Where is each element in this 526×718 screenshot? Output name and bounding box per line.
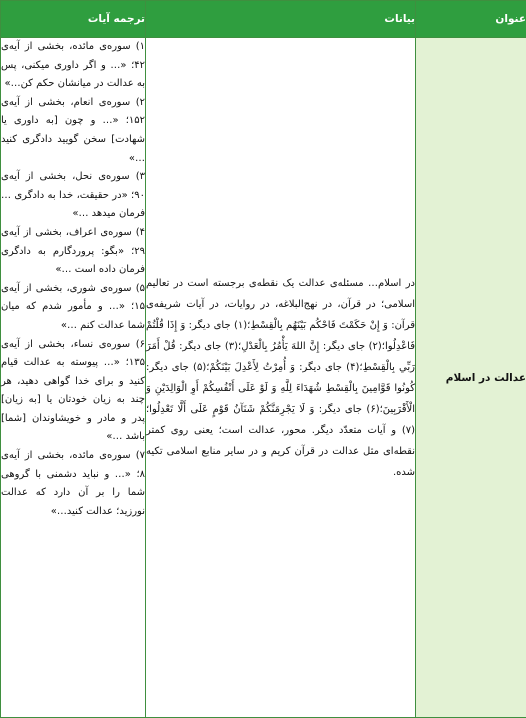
header-title: عنوان [416, 1, 526, 38]
translation-item-5: ۵) سوره‌ی شوری، بخشی از آیه‌ی ۱۵؛ «… و مأمور شدم که میان شما عدالت کنم …» [1, 282, 145, 331]
translation-item-2: ۲) سوره‌ی انعام، بخشی از آیه‌ی ۱۵۲؛ «… و چون [به داوری یا شهادت] سخن گویید دادگری کنید …» [1, 96, 145, 164]
header-row [1, 1, 526, 38]
translation-item-1: ۱) سوره‌ی مائده، بخشی از آیه‌ی ۴۲؛ «… و اگر داوری میکنی، پس به عدالت در میانشان حکم کن…» [1, 41, 145, 90]
row-explanation: در اسلام… مسئله‌ی عدالت یک نقطه‌ی برجسته است در تعالیم اسلامی؛ در قرآن، در نهج‌البلاغه، در روایات، در آیات شریفه‌ی قرآن: وَ إِنْ حَكَمْتَ فَاحْكُم بَيْنَهُم بِالْقِسْطِ؛(۱) جای دیگر: وَ إِذَا قُلْتُمْ فَاعْدِلُوا؛(۲) جای دیگر: إِنَّ اللهَ يَأْمُرُ بِالْعَدْلِ؛(۳) جای دیگر: قُلْ أَمَرَ رَبِّي بِالْقِسْطِ؛(۴) جای دیگر: وَ أُمِرْتُ لِأَعْدِلَ بَيْنَكُمْ؛(۵) جای دیگر: كُونُوا قَوَّامِينَ بِالْقِسْطِ شُهَدَاءَ لِلَّهِ وَ لَوْ عَلَى أَنْفُسِكُمْ أَوِ الْوَالِدَيْنِ وَ الْأَقْرَبِينَ؛(۶) جای دیگر: وَ لَا يَجْرِمَنَّكُمْ شَنَآنُ قَوْمٍ عَلَى أَلَّا تَعْدِلُوا؛(۷) و آیات متعدّد دیگر. محور، عدالت است؛ یعنی روی کمتر نقطه‌ای مثل عدالت در قرآن کریم و در سایر منابع اسلامی تکیه شده. [146, 38, 416, 718]
translation-item-3: ۳) سوره‌ی نحل، بخشی از آیه‌ی ۹۰؛ «در حقیقت، خدا به دادگری … فرمان میدهد …» [1, 171, 145, 220]
row-translations [1, 38, 146, 718]
header-explanation: بیانات [146, 1, 416, 38]
translation-item-6: ۶) سوره‌ی نساء، بخشی از آیه‌ی ۱۳۵؛ «… پیوسته به عدالت قیام کنید و برای خدا گواهی دهید، هر چند به زیان خودتان یا [به زیان] پدر و مادر و خویشاوندان [شما] باشد …» [1, 338, 145, 443]
translation-item-4: ۴) سوره‌ی اعراف، بخشی از آیه‌ی ۲۹؛ «بگو: پروردگارم به دادگری فرمان داده است …» [1, 226, 145, 276]
header-translation: ترجمه آیات [1, 1, 146, 38]
table-row [1, 38, 526, 718]
row-title: عدالت در اسلام [416, 38, 526, 718]
translation-item-7: ۷) سوره‌ی مائده، بخشی از آیه‌ی ۸؛ «… و نباید دشمنی با گروهی شما را بر آن دارد که عدالت نورزید؛ عدالت کنید…» [1, 450, 145, 517]
